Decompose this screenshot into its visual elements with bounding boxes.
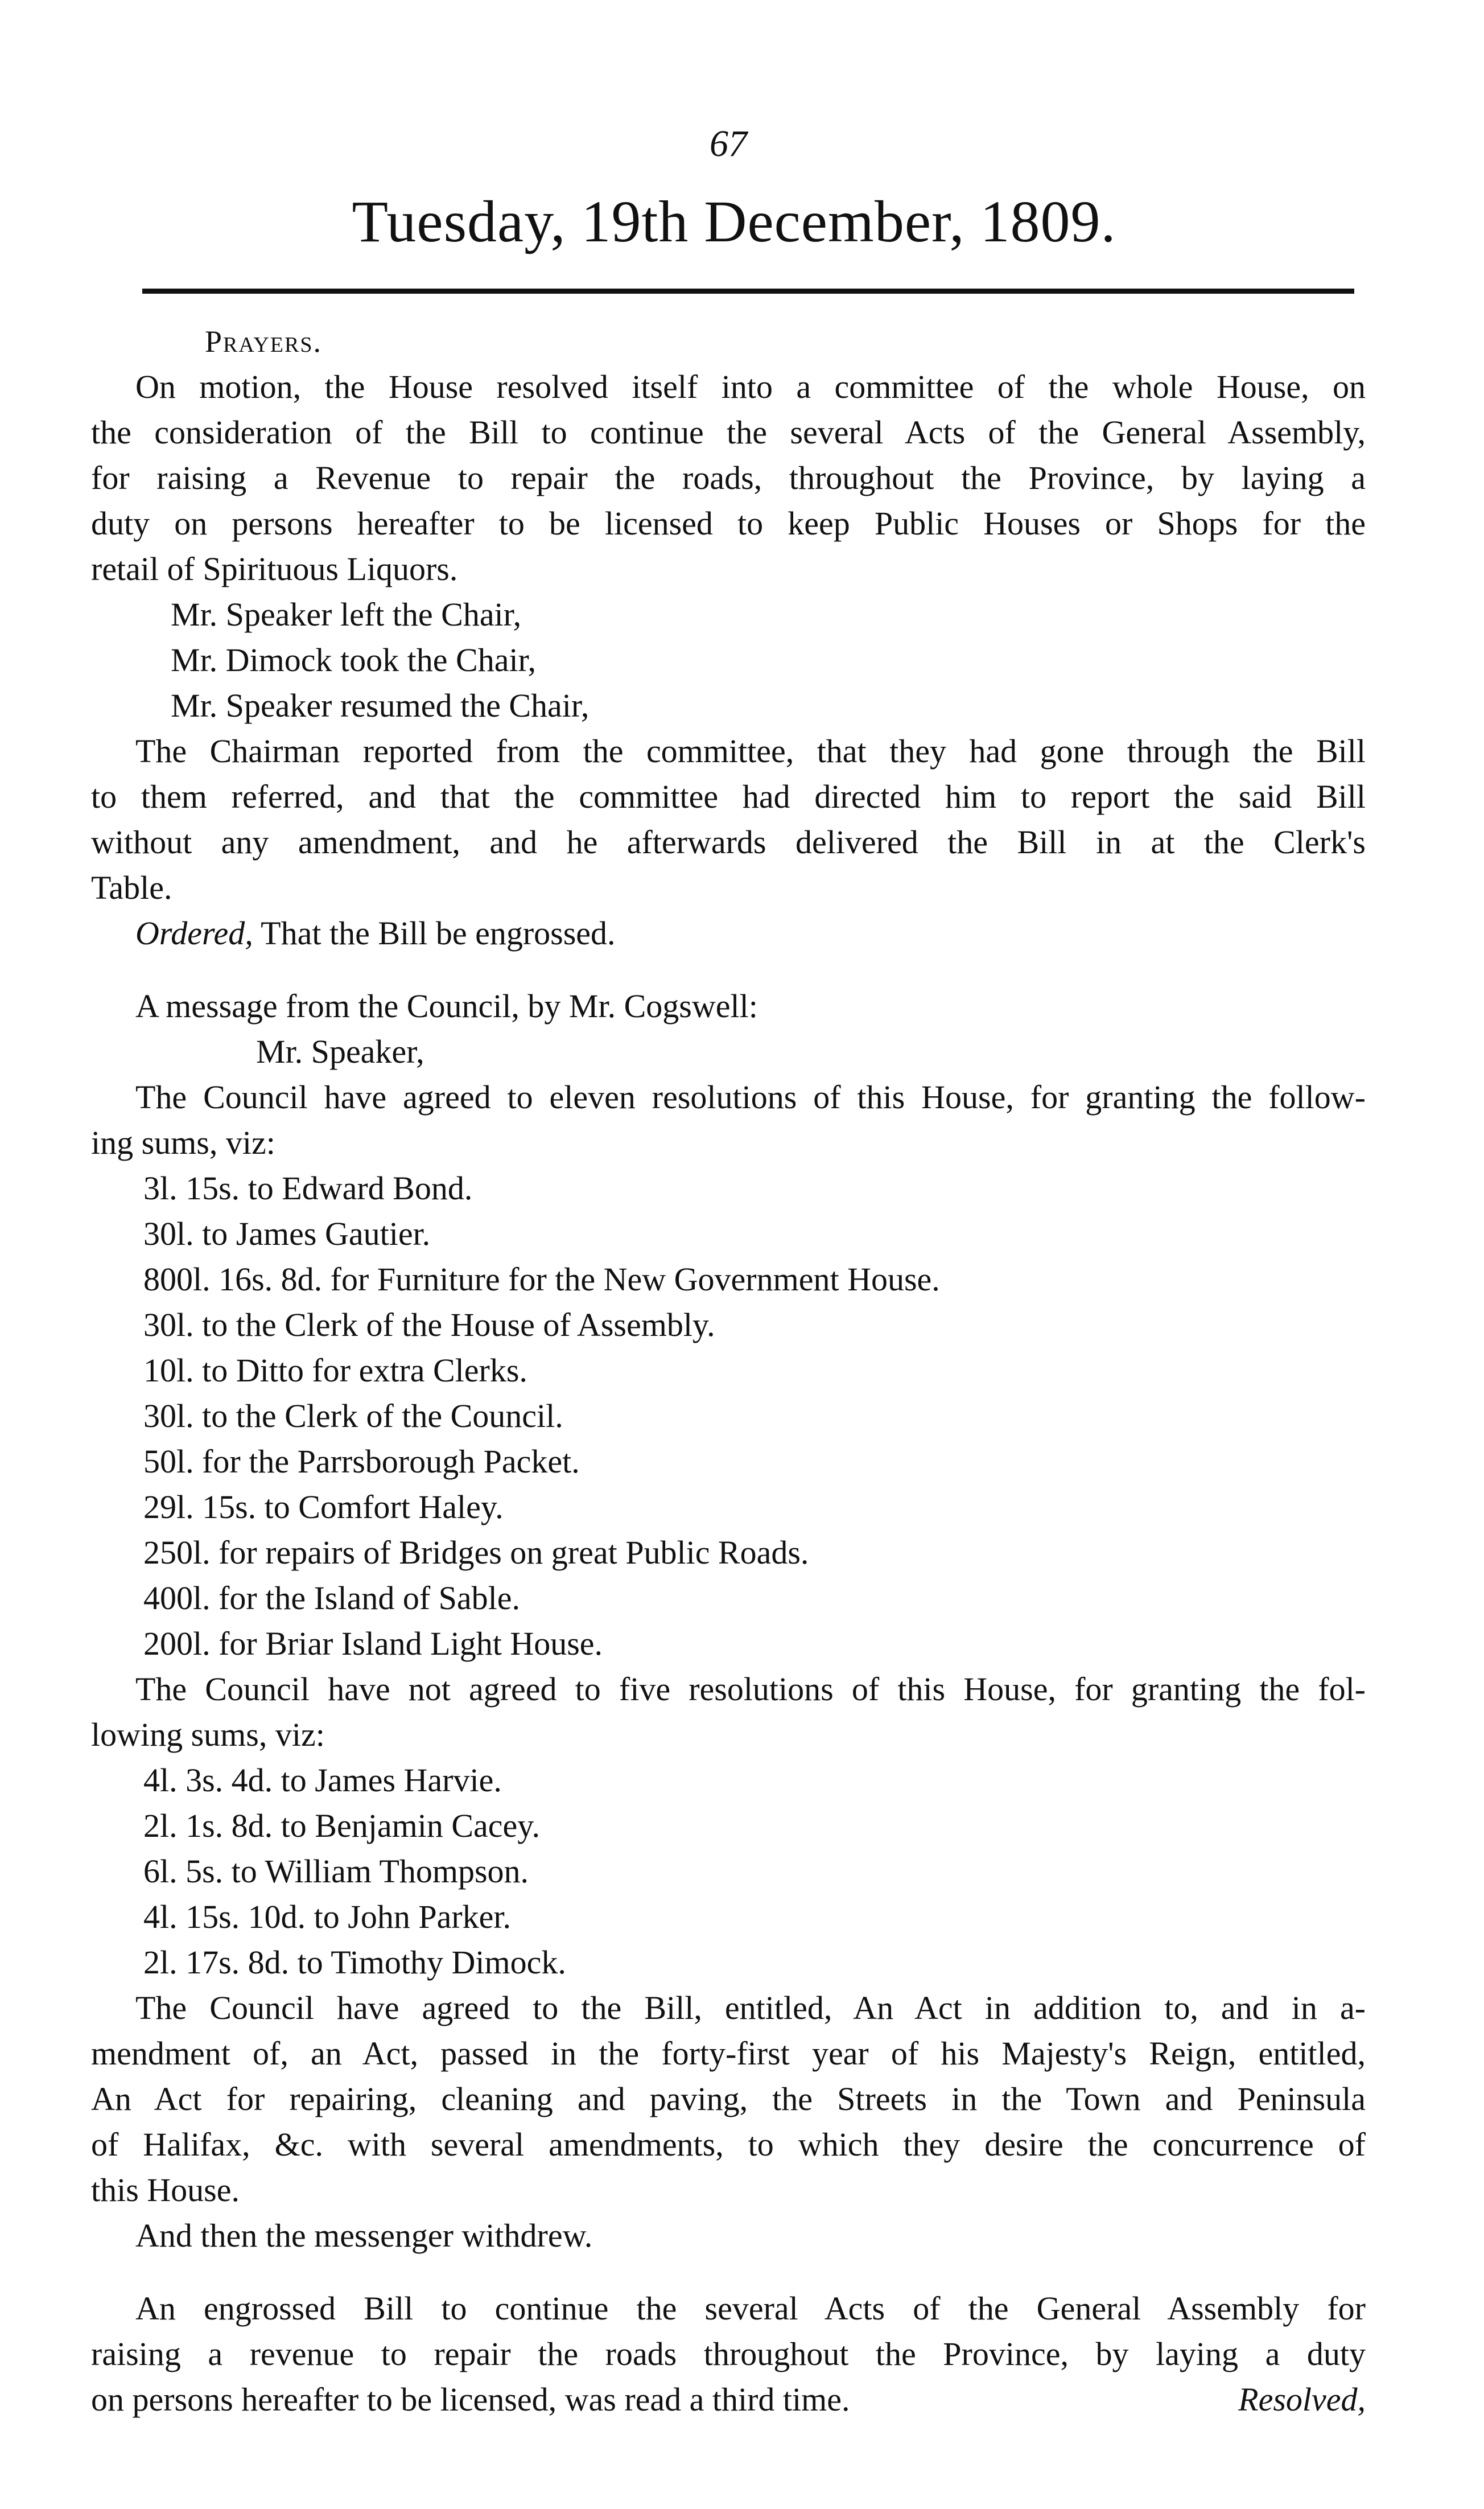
chair-line: Mr. Speaker resumed the Chair, bbox=[171, 687, 590, 724]
resolved-catchword: Resolved, bbox=[1238, 2381, 1366, 2418]
report-line: Table. bbox=[91, 869, 172, 906]
ordered-label: Ordered, bbox=[135, 915, 253, 952]
journal-body bbox=[91, 319, 1366, 2422]
amendment-line: The Council have agreed to the Bill, entitled, An Act in addition to, and in a- bbox=[135, 1989, 1366, 2026]
page-number: 67 bbox=[710, 123, 747, 164]
engrossed-last-line bbox=[91, 2377, 1366, 2422]
motion-line: the consideration of the Bill to continue the several Acts of the General Assembly, bbox=[91, 414, 1366, 451]
amendment-line: An Act for repairing, cleaning and paving, the Streets in the Town and Peninsula bbox=[91, 2080, 1366, 2117]
motion-line: retail of Spirituous Liquors. bbox=[91, 550, 458, 587]
motion-line: On motion, the House resolved itself into a committee of the whole House, on bbox=[135, 368, 1366, 405]
amendment-line: this House. bbox=[91, 2171, 240, 2208]
agreed-intro-line: The Council have agreed to eleven resolutions of this House, for granting the follow- bbox=[135, 1079, 1366, 1116]
ordered-text: That the Bill be engrossed. bbox=[253, 915, 616, 952]
not-agreed-intro-line: The Council have not agreed to five resolutions of this House, for granting the fol- bbox=[135, 1671, 1366, 1708]
agreed-item: 50l. for the Parrsborough Packet. bbox=[143, 1443, 580, 1480]
amendment-line: mendment of, an Act, passed in the forty-first year of his Majesty's Reign, entitled, bbox=[91, 2035, 1366, 2072]
message-salutation: Mr. Speaker, bbox=[256, 1033, 424, 1070]
not-agreed-item: 2l. 1s. 8d. to Benjamin Cacey. bbox=[143, 1807, 540, 1844]
agreed-item: 29l. 15s. to Comfort Haley. bbox=[143, 1488, 504, 1525]
not-agreed-item: 4l. 15s. 10d. to John Parker. bbox=[143, 1898, 512, 1935]
agreed-intro-line: ing sums, viz: bbox=[91, 1124, 275, 1161]
message-intro: A message from the Council, by Mr. Cogswell: bbox=[135, 988, 758, 1025]
agreed-item: 30l. to James Gautier. bbox=[143, 1215, 431, 1252]
date-heading: Tuesday, 19th December, 1809. bbox=[352, 189, 1116, 254]
agreed-item: 10l. to Ditto for extra Clerks. bbox=[143, 1352, 527, 1389]
agreed-item: 400l. for the Island of Sable. bbox=[143, 1580, 521, 1617]
heading-rule bbox=[142, 289, 1354, 294]
report-line: to them referred, and that the committee had directed him to report the said Bill bbox=[91, 778, 1366, 815]
engrossed-line: raising a revenue to repair the roads throughout the Province, by laying a duty bbox=[91, 2335, 1366, 2372]
agreed-item: 200l. for Briar Island Light House. bbox=[143, 1625, 603, 1662]
agreed-item: 30l. to the Clerk of the House of Assembly. bbox=[143, 1306, 715, 1343]
agreed-item: 800l. 16s. 8d. for Furniture for the New Government House. bbox=[143, 1261, 940, 1298]
chair-line: Mr. Speaker left the Chair, bbox=[171, 596, 522, 633]
engrossed-line: on persons hereafter to be licensed, was read a third time. bbox=[91, 2381, 850, 2418]
not-agreed-item: 4l. 3s. 4d. to James Harvie. bbox=[143, 1762, 502, 1799]
agreed-item: 3l. 15s. to Edward Bond. bbox=[143, 1170, 473, 1207]
chair-line: Mr. Dimock took the Chair, bbox=[171, 641, 537, 678]
not-agreed-item: 2l. 17s. 8d. to Timothy Dimock. bbox=[143, 1944, 566, 1981]
agreed-item: 250l. for repairs of Bridges on great Public Roads. bbox=[143, 1534, 809, 1571]
paragraph-gap bbox=[91, 956, 1366, 984]
not-agreed-item: 6l. 5s. to William Thompson. bbox=[143, 1853, 529, 1890]
not-agreed-intro-line: lowing sums, viz: bbox=[91, 1716, 325, 1753]
paragraph-gap bbox=[91, 2259, 1366, 2286]
agreed-item: 30l. to the Clerk of the Council. bbox=[143, 1397, 563, 1434]
amendment-line: of Halifax, &c. with several amendments, to which they desire the concurrence of bbox=[91, 2126, 1366, 2163]
messenger-withdrew: And then the messenger withdrew. bbox=[135, 2217, 593, 2254]
motion-line: duty on persons hereafter to be licensed to keep Public Houses or Shops for the bbox=[91, 505, 1366, 542]
report-line: The Chairman reported from the committee, that they had gone through the Bill bbox=[135, 733, 1366, 770]
prayers-heading: Prayers. bbox=[205, 324, 322, 359]
ordered-line bbox=[91, 911, 1366, 956]
motion-line: for raising a Revenue to repair the roads, throughout the Province, by laying a bbox=[91, 459, 1366, 496]
report-line: without any amendment, and he afterwards delivered the Bill in at the Clerk's bbox=[91, 824, 1366, 861]
engrossed-line: An engrossed Bill to continue the several Acts of the General Assembly for bbox=[135, 2290, 1366, 2327]
